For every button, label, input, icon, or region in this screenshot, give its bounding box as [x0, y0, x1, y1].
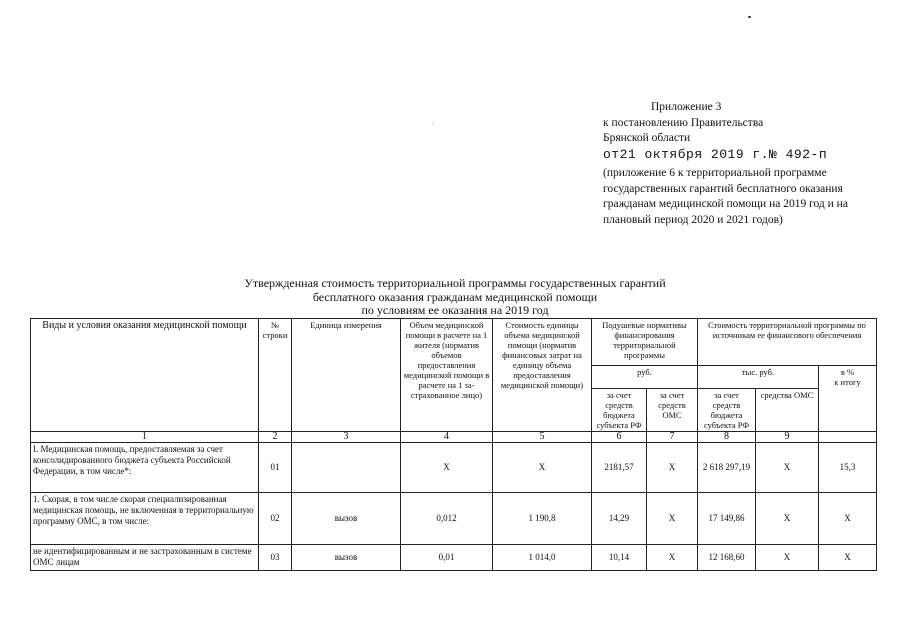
col-number: 4 — [401, 432, 493, 443]
row-name: не идентифицированным и не застрахованным в системе ОМС лицам — [31, 545, 259, 571]
title-line-3: по условиям ее оказания на 2019 год — [361, 303, 549, 317]
table-row — [31, 545, 877, 571]
row-pc-oms: X — [647, 545, 698, 571]
col-number-blank — [819, 432, 877, 443]
column-number-row — [31, 432, 877, 443]
header-types: Виды и условия оказания медицинской помощи — [31, 319, 259, 432]
header-pct — [819, 366, 877, 432]
row-volume: 0,01 — [401, 545, 493, 571]
title-line-1: Утвержденная стоимость территориальной программы государственных гарантий — [244, 276, 666, 290]
row-volume: 0,012 — [401, 493, 493, 545]
table-row — [31, 443, 877, 493]
row-name: I. Медицинская помощь, предоставляемая за счет консолидированного бюджета субъекта Российской Федерации, в том числе*: — [31, 443, 259, 493]
col-number: 6 — [592, 432, 647, 443]
col-number: 8 — [698, 432, 756, 443]
row-unit-cost: X — [493, 443, 592, 493]
row-unit-cost: 1 014,0 — [493, 545, 592, 571]
header-rub: руб. — [592, 366, 698, 389]
header-pct-label: в % — [840, 367, 855, 377]
row-unit — [292, 443, 401, 493]
header-row-1 — [31, 319, 877, 366]
row-unit: вызов — [292, 493, 401, 545]
col-number: 1 — [31, 432, 259, 443]
header-volume: Объем медицинской помощи в расчете на 1 жителя (норматив объемов предоставления медицинской помощи в расчете на 1 за-страхованное лицо) — [401, 319, 493, 432]
row-volume: X — [401, 443, 493, 493]
row-tc-budget: 2 618 297,19 — [698, 443, 756, 493]
header-to-total: к итогу — [834, 377, 861, 387]
appendix-note: (приложение 6 к территориальной программе государственных гарантий бесплатного оказания гражданам медицинской помощи на 2019 год и на плановый период 2020 и 2021 годов) — [603, 167, 848, 226]
row-unit-cost: 1 190,8 — [493, 493, 592, 545]
col-number: 5 — [493, 432, 592, 443]
appendix-block — [603, 100, 893, 228]
row-number: 01 — [259, 443, 292, 493]
title-line-2: бесплатного оказания гражданам медицинской помощи — [312, 289, 598, 304]
row-pct: 15,3 — [819, 443, 877, 493]
header-pc-oms: за счет средств ОМС — [647, 389, 698, 432]
header-tc-budget: за счет средств бюджета субъекта РФ — [698, 389, 756, 432]
row-tc-budget: 12 168,60 — [698, 545, 756, 571]
row-pc-oms: X — [647, 493, 698, 545]
header-unit: Единица измерения — [292, 319, 401, 432]
appendix-decree-line: к постановлению Правительства — [603, 116, 764, 129]
header-thous-rub: тыс. руб. — [698, 366, 819, 389]
col-number: 3 — [292, 432, 401, 443]
header-unit-cost: Стоимость единицы объема медицинской помощи (норматив финансовых затрат на единицу объема предоставления медицинской помощи) — [493, 319, 592, 432]
appendix-number: Приложение 3 — [651, 101, 722, 113]
header-row-number: № строки — [259, 319, 292, 432]
scan-speck — [748, 16, 751, 18]
row-unit: вызов — [292, 545, 401, 571]
row-pc-oms: X — [647, 443, 698, 493]
row-pct: X — [819, 493, 877, 545]
row-tc-oms: X — [756, 443, 819, 493]
appendix-order-line: от21 октября 2019 г.№ 492-п — [603, 146, 828, 162]
header-tc-oms: средства ОМС — [756, 389, 819, 432]
row-pct: X — [819, 545, 877, 571]
document-title — [230, 277, 680, 318]
table-row — [31, 493, 877, 545]
row-tc-oms: X — [756, 545, 819, 571]
row-number: 03 — [259, 545, 292, 571]
scan-speck — [432, 123, 433, 124]
row-tc-budget: 17 149,86 — [698, 493, 756, 545]
row-pc-budget: 10,14 — [592, 545, 647, 571]
col-number: 9 — [756, 432, 819, 443]
row-pc-budget: 2181,57 — [592, 443, 647, 493]
col-number: 7 — [647, 432, 698, 443]
row-tc-oms: X — [756, 493, 819, 545]
row-number: 02 — [259, 493, 292, 545]
header-total-cost: Стоимость территориальной программы по источникам ее финансового обеспечения — [698, 319, 877, 366]
col-number: 2 — [259, 432, 292, 443]
row-name: 1. Скорая, в том числе скорая специализированная медицинская помощь, не включенная в территориальную программу ОМС, в том числе: — [31, 493, 259, 545]
cost-table — [30, 318, 877, 571]
appendix-region-line: Брянской области — [603, 132, 691, 144]
row-pc-budget: 14,29 — [592, 493, 647, 545]
header-pc-budget: за счет средств бюджета субъекта РФ — [592, 389, 647, 432]
header-per-capita: Подушевые нормативы финансирования территориальной программы — [592, 319, 698, 366]
